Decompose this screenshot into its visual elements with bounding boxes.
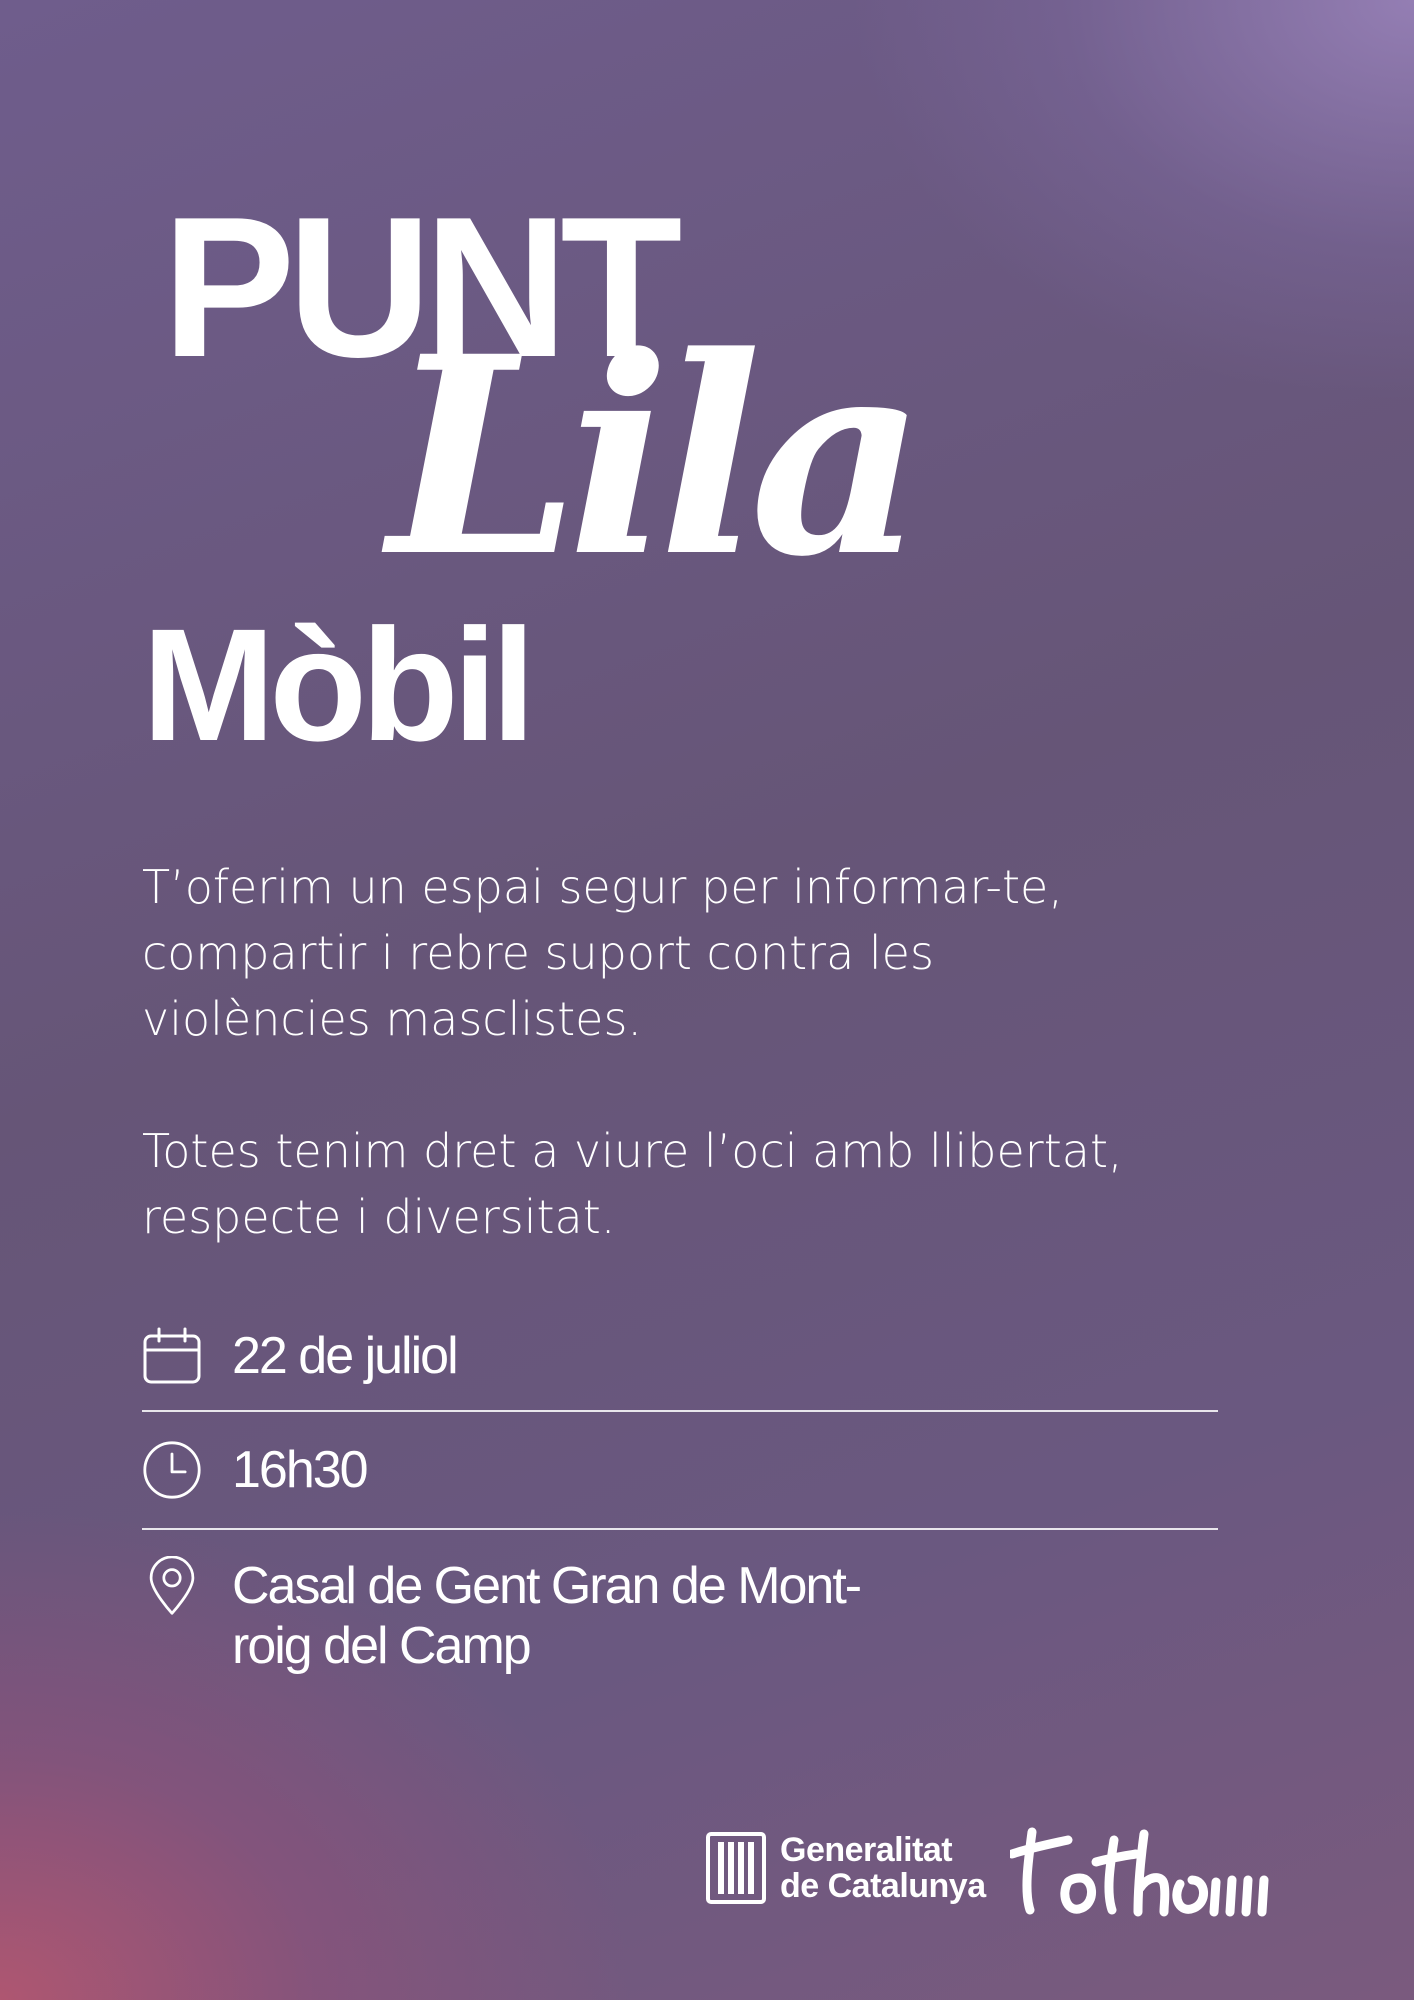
generalitat-text [780,1832,986,1904]
title-mobil: Mòbil [142,595,530,774]
event-time-text: 16h30 [232,1441,367,1499]
generalitat-emblem-icon [706,1832,766,1904]
divider [142,1528,1218,1530]
event-place-text: Casal de Gent Gran de Mont-roig del Camp [232,1557,861,1675]
event-time [142,1440,367,1500]
event-place [142,1556,912,1676]
generalitat-line2: de Catalunya [780,1867,986,1905]
event-date-text: 22 de juliol [232,1327,457,1385]
rights-text: Totes tenim dret a viure l’oci amb llibertat, respecte i diversitat. [142,1124,1123,1244]
event-date [142,1326,457,1386]
tothom-logo [1010,1822,1280,1922]
generalitat-line1: Generalitat [780,1831,953,1869]
clock-icon [142,1440,202,1500]
calendar-icon [142,1326,202,1386]
intro-text: T’oferim un espai segur per informar-te, compartir i rebre suport contra les violències masclistes. [142,860,1063,1046]
divider [142,1410,1218,1412]
title-lila: Lila [388,298,915,617]
generalitat-logo [706,1832,986,1904]
location-pin-icon [142,1556,202,1616]
title-punt: PUNT [162,176,675,399]
